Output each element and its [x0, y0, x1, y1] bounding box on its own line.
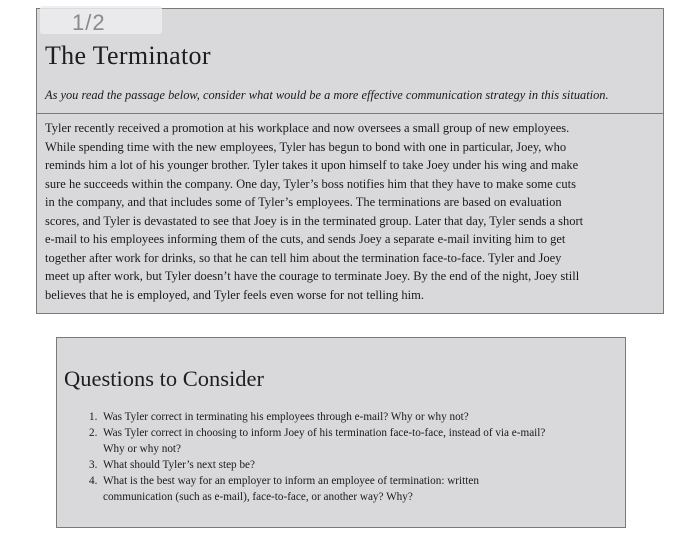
question-item	[89, 457, 619, 473]
question-line: Was Tyler correct in choosing to inform Joey of his termination face-to-face, instead of via e-mail?	[103, 427, 546, 439]
passage-line: e-mail to his employees informing them of the cuts, and sends Joey a separate e-mail inviting him to get	[45, 232, 566, 246]
question-item	[89, 409, 619, 425]
passage-line: sure he succeeds within the company. One day, Tyler’s boss notifies him that they have to make some cuts	[45, 176, 576, 191]
question-line: What should Tyler’s next step be?	[103, 459, 255, 471]
question-number: 1.	[89, 411, 98, 423]
questions-box	[56, 337, 626, 528]
passage-box	[36, 8, 664, 314]
page-title: The Terminator	[45, 41, 211, 70]
page-number: 1/2	[72, 10, 106, 35]
divider	[37, 113, 663, 114]
question-line: Was Tyler correct in terminating his employees through e-mail? Why or why not?	[103, 411, 469, 423]
page-indicator	[40, 6, 162, 34]
question-number: 2.	[89, 427, 98, 439]
questions-list	[89, 409, 619, 505]
question-text	[103, 409, 469, 425]
passage-text	[45, 119, 661, 304]
passage-line: believes that he is employed, and Tyler feels even worse for not telling him.	[45, 287, 424, 302]
question-number: 3.	[89, 459, 98, 471]
question-text	[103, 425, 545, 457]
passage-line: While spending time with the new employees, Tyler has begun to bond with one in particular, Joey, who	[45, 139, 567, 154]
question-text	[103, 457, 255, 473]
questions-heading: Questions to Consider	[64, 366, 264, 391]
question-item	[89, 425, 619, 457]
passage-line: reminds him a lot of his younger brother. Tyler takes it upon himself to take Joey under his wing and make	[45, 158, 579, 172]
question-item	[89, 473, 619, 505]
question-line: What is the best way for an employer to inform an employee of termination: written	[103, 475, 479, 487]
question-line: communication (such as e-mail), face-to-face, or another way? Why?	[103, 491, 413, 503]
passage-line: meet up after work, but Tyler doesn’t have the courage to terminate Joey. By the end of the night, Joey still	[45, 269, 580, 283]
question-number: 4.	[89, 475, 98, 487]
question-line: Why or why not?	[103, 443, 181, 455]
instruction-text: As you read the passage below, consider what would be a more effective communication strategy in this situation.	[45, 88, 609, 102]
passage-line: Tyler recently received a promotion at his workplace and now oversees a small group of new employees.	[45, 121, 570, 135]
question-text	[103, 473, 479, 505]
passage-line: together after work for drinks, so that he can tell him about the termination face-to-face. Tyler and Joey	[45, 250, 562, 265]
passage-line: in the company, and that includes some of Tyler’s employees. The terminations are based on evaluation	[45, 195, 562, 209]
passage-line: scores, and Tyler is devastated to see that Joey is in the terminated group. Later that day, Tyler sends a short	[45, 213, 584, 228]
